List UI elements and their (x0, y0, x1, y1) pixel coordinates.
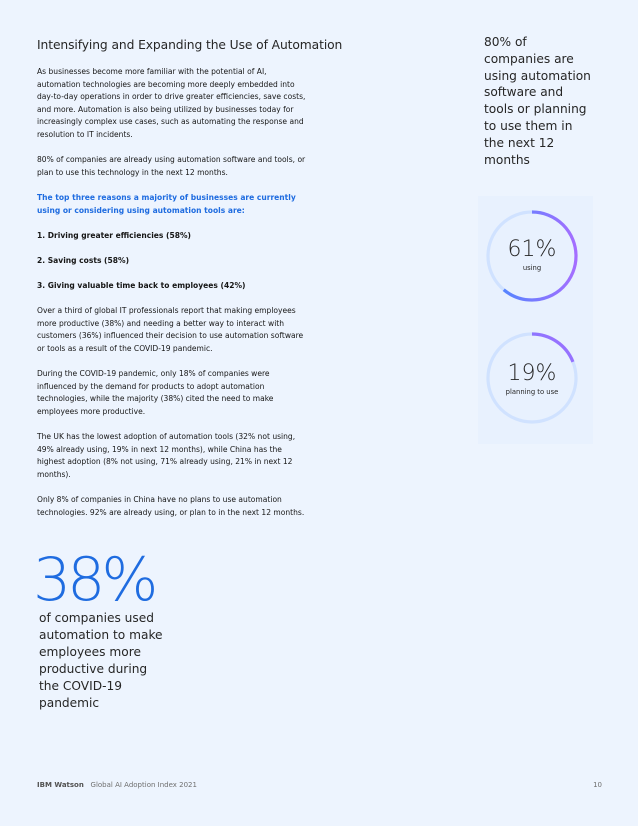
paragraph-pandemic: During the COVID-19 pandemic, only 18% of companies were influenced by the demand for products to adopt automation technologies, while the majority (38%) cited the need to make employees more productive. (37, 369, 274, 417)
paragraph-80-percent: 80% of companies are already using automation software and tools, or plan to use this technology in the next 12 months. (37, 155, 306, 177)
donut-using (484, 208, 580, 304)
main-column (37, 38, 343, 532)
reasons-intro: The top three reasons a majority of businesses are currently using or considering using automation tools are: (37, 192, 296, 215)
donut-planning (484, 330, 580, 426)
reason-2: 2. Saving costs (58%) (37, 255, 130, 265)
side-callout: 80% of companies are using automation software and tools or planning to use them in the next 12 months (484, 35, 591, 167)
big-stat-caption: of companies used automation to make employees more productive during the COVID-19 pandemic (39, 611, 163, 710)
donut-planning-sub: planning to use (505, 388, 559, 396)
paragraph-third-report: Over a third of global IT professionals report that making employees more productive (38%) and needing a better way to interact with customers (36%) influenced their decision to use automation software or tools as a result of the COVID-19 pandemic. (37, 306, 304, 354)
footer-brand: IBM Watson (37, 781, 84, 789)
donut-planning-percent: 19% (507, 361, 557, 386)
footer-doc-title: Global AI Adoption Index 2021 (90, 781, 197, 789)
donut-panel (478, 196, 593, 444)
section-heading: Intensifying and Expanding the Use of Automation (37, 38, 343, 52)
big-stat-number: 38% (33, 545, 155, 615)
donut-using-label (484, 238, 580, 272)
reason-1: 1. Driving greater efficiencies (58%) (37, 230, 191, 240)
footer (37, 781, 602, 789)
donut-planning-label (484, 362, 580, 396)
reason-3: 3. Giving valuable time back to employees (42%) (37, 281, 246, 291)
paragraph-china-plans: Only 8% of companies in China have no plans to use automation technologies. 92% are already using, or plan to in the next 12 months. (37, 495, 305, 517)
paragraph-intro: As businesses become more familiar with the potential of AI, automation technologies are becoming more deeply embedded into day-to-day operations in order to drive greater efficiencies, save costs, and more. Automation is also being utilized by businesses today for increasingly complex use cases, such as automating the response and resolution to IT incidents. (37, 67, 306, 139)
donut-using-sub: using (522, 264, 542, 272)
big-stat (33, 545, 169, 712)
page-number: 10 (593, 781, 602, 789)
paragraph-uk-china: The UK has the lowest adoption of automation tools (32% not using, 49% already using, 19% in next 12 months), while China has the highest adoption (8% not using, 71% already using, 21% in next 12 months). (37, 432, 296, 479)
donut-using-percent: 61% (507, 237, 557, 262)
